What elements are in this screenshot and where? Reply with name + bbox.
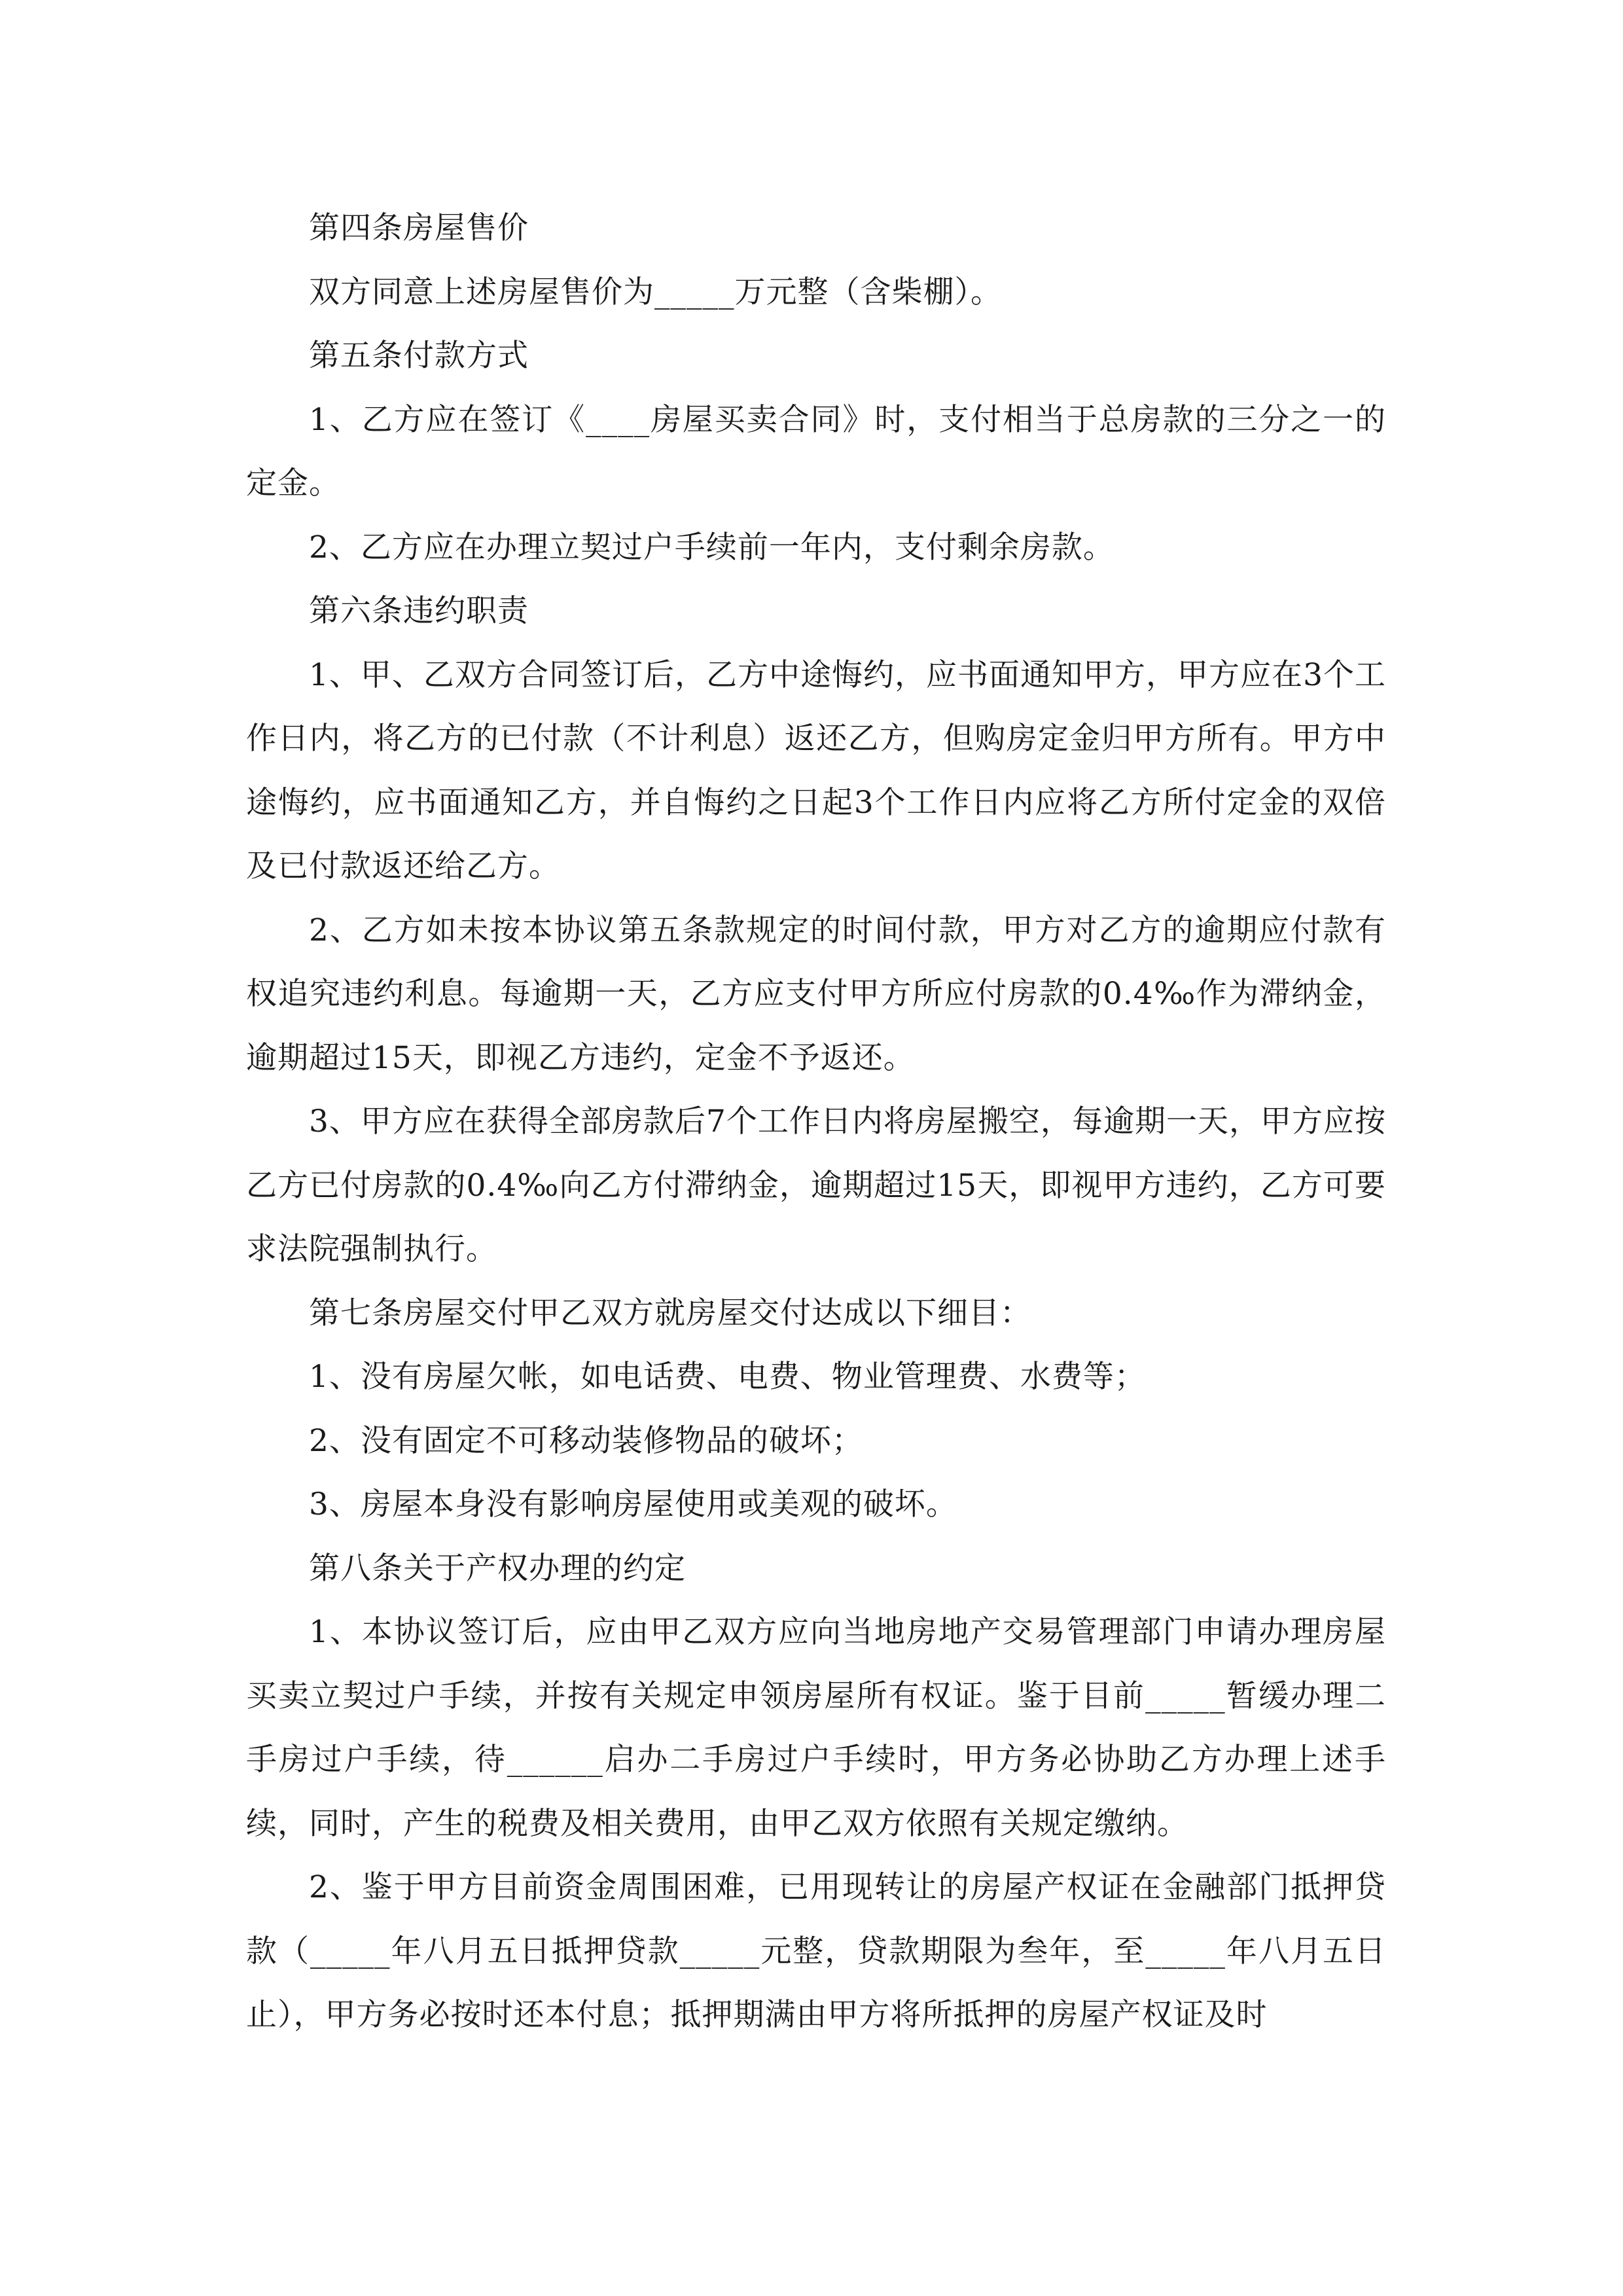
clause-4-title: 第四条房屋售价 (309, 210, 529, 246)
clause-7-item-1: 1、没有房屋欠帐，如电话费、电费、物业管理费、水费等； (309, 1359, 1146, 1395)
clause-7-title: 第七条房屋交付甲乙双方就房屋交付达成以下细目： (309, 1295, 1031, 1331)
document-body (246, 196, 1386, 2047)
clause-4-price: 双方同意上述房屋售价为_____万元整（含柴棚）。 (309, 274, 1002, 310)
clause-5-item-1: 1、乙方应在签订《____房屋买卖合同》时，支付相当于总房款的三分之一的定金。 (246, 401, 1386, 501)
clause-8-item-2: 2、鉴于甲方目前资金周围困难，已用现转让的房屋产权证在金融部门抵押贷款（_____年八月五日抵押贷款_____元整，贷款期限为叁年，至_____年八月五日止），甲方务必按时还本付息；抵押期满由甲方将所抵押的房屋产权证及时 (246, 1869, 1386, 2033)
clause-7-item-2: 2、没有固定不可移动装修物品的破坏； (309, 1422, 863, 1459)
clause-5-title: 第五条付款方式 (309, 338, 529, 374)
clause-6-item-2: 2、乙方如未按本协议第五条款规定的时间付款，甲方对乙方的逾期应付款有权追究违约利息。每逾期一天，乙方应支付甲方所应付房款的0.4‰作为滞纳金，逾期超过15天，即视乙方违约，定金不予返还。 (246, 912, 1386, 1076)
clause-8-title: 第八条关于产权办理的约定 (309, 1550, 686, 1587)
clause-8-item-1: 1、本协议签订后，应由甲乙双方应向当地房地产交易管理部门申请办理房屋买卖立契过户手续，并按有关规定申领房屋所有权证。鉴于目前_____暂缓办理二手房过户手续，待______启办二手房过户手续时，甲方务必协助乙方办理上述手续，同时，产生的税费及相关费用，由甲乙双方依照有关规定缴纳。 (246, 1614, 1386, 1842)
clause-6-item-1: 1、甲、乙双方合同签订后，乙方中途悔约，应书面通知甲方，甲方应在3个工作日内，将乙方的已付款（不计利息）返还乙方，但购房定金归甲方所有。甲方中途悔约，应书面通知乙方，并自悔约之日起3个工作日内应将乙方所付定金的双倍及已付款返还给乙方。 (246, 656, 1386, 884)
clause-6-title: 第六条违约职责 (309, 593, 529, 629)
clause-7-item-3: 3、房屋本身没有影响房屋使用或美观的破坏。 (309, 1486, 957, 1522)
clause-5-item-2: 2、乙方应在办理立契过户手续前一年内，支付剩余房款。 (309, 529, 1115, 565)
clause-6-item-3: 3、甲方应在获得全部房款后7个工作日内将房屋搬空，每逾期一天，甲方应按乙方已付房款的0.4‰向乙方付滞纳金，逾期超过15天，即视甲方违约，乙方可要求法院强制执行。 (246, 1103, 1386, 1267)
